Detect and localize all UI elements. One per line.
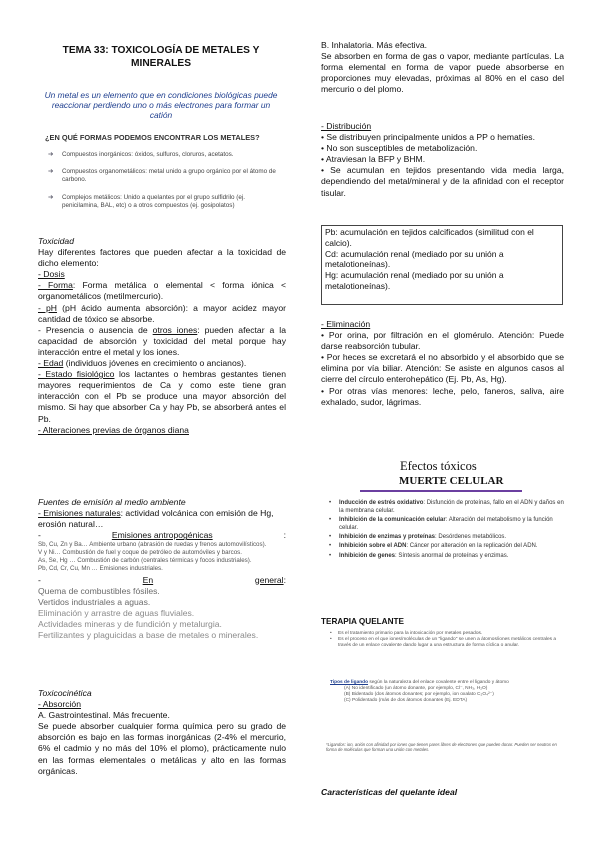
arrow-icon: ➔ <box>48 151 54 158</box>
toxicity-section <box>38 236 286 436</box>
factor-ions: - Presencia o ausencia de otros iones: pueden afectar a la capacidad de absorción y toxicidad del metal porque hay interacción entre el metal y los iones. <box>38 324 286 357</box>
form-item: ➔ Compuestos organometálicos: metal unido a grupo orgánico por el átomo de carbono. <box>48 168 276 183</box>
distribution-section: - Distribución • Se distribuyen principalmente unidos a PP o hematíes. • No son susceptibles de metabolización. • Atraviesan la BFP y BHM. • Se acumulan en tejidos presentando vida media larga, dependiendo del metal/mineral y de la afinidad con el receptor tisular. <box>321 121 564 198</box>
factor-physiology: - Estado fisiológico los lactantes o hembras gestantes tienen mayores requerimientos de Ca y como este tiene gran interacción con el Pb se produce una mayor absorción del mismo. Si hay que absorber Ca y hay Pb, se absorberá antes el Pb. <box>38 369 286 424</box>
figure-title: Efectos tóxicos <box>400 459 477 473</box>
anthropogenic-heading: - Emisiones antropogénicas : <box>38 530 286 541</box>
accumulation-box: Pb: acumulación en tejidos calcificados (similitud con el calcio). Cd: acumulación renal (mediado por su unión a metalotioneínas). Hg: acumulación renal (mediado por su unión a metalotioneínas). <box>321 225 563 305</box>
page-title: TEMA 33: TOXICOLOGÍA DE METALES Y MINERALES <box>62 45 260 69</box>
therapy-heading: TERAPIA QUELANTE <box>321 617 404 626</box>
sources-heading: Fuentes de emisión al medio ambiente <box>38 497 186 507</box>
factor-age: - Edad (individuos jóvenes en crecimiento o ancianos). <box>38 358 247 369</box>
sources-section: Fuentes de emisión al medio ambiente - Emisiones naturales: actividad volcánica con emisión de Hg, erosión natural… - Emisiones antropogénicas : Sb, Cu, Zn y Ba… Ambiente urbano (abrasión de ruedas y frenos automovilísticos). V y Ni… Combustión de fuel y coque de petróleo de automóviles y barcos. As, Se, Hg … Combustión de carbón (centrales térmicas y focos industriales). Pb, Cd, Cr, Cu, Mn … Emisiones industriales. - En general: Quema de combustibles fósiles. Vertidos industriales a aguas. Eliminación y arrastre de aguas fluviales. Actividades mineras y de fundición y metalurgia. Fertilizantes y plaguicidas a base de metales o minerales. <box>38 497 286 641</box>
figure-divider <box>360 490 522 492</box>
ideal-chelator-heading: Características del quelante ideal <box>321 787 458 797</box>
distribution-heading: - Distribución <box>321 121 372 131</box>
toxicity-heading: Toxicidad <box>38 236 74 246</box>
form-item: ➔ Compuestos inorgánicos: óxidos, sulfuros, cloruros, acetatos. <box>48 151 234 158</box>
forms-question: ¿EN QUÉ FORMAS PODEMOS ENCONTRAR LOS METALES? <box>45 133 260 142</box>
list-item: • Inhibición de la comunicación celular: Alteración del metabolismo y la función celular. <box>327 517 565 533</box>
ligand-types: Tipos de ligando según la naturaleza del enlace covalente entre el ligando y átomo (A) No identificado (un átomo donante, por ejemplo, Cl⁻, NH₃, H₂O) (B) Bidentado (dos átomos donantes; por ejemplo, ion oxalato C₂O₄²⁻) (C) Polidentado (más de dos átomos donantes (Ej. EDTA) <box>330 680 509 703</box>
arrow-icon: ➔ <box>48 168 54 175</box>
list-item: • Inhibición sobre el ADN: Cáncer por alteración en la replicación del ADN. <box>327 543 565 551</box>
inhalation-block: B. Inhalatoria. Más efectiva. Se absorben en forma de gas o vapor, mediante partículas. La forma elemental en forma de vapor puede absorberse en proporciones muy elevadas, próximas al 80% en el caso del mercurio o del plomo. <box>321 40 564 95</box>
elimination-section: - Eliminación • Por orina, por filtración en el glomérulo. Atención: Puede darse reabsorción tubular. • Por heces se excretará el no absorbido y el absorbido que se elimina por vía biliar. Atención: Se asiste en algunos casos al cierre del círculo enterohepático (Ej. Pb, As, Hg). • Por otras vías menores: leche, pelo, faneros, saliva, aire exhalado, sudor, lágrimas. <box>321 319 564 407</box>
ligand-note: *Ligandos: ion, anión con afinidad por iones que tienen pares libres de electrones que pueden donar. Pueden ser neutros en forma de moléculas que forman una unión con metales. <box>326 742 557 752</box>
general-heading: - En general: <box>38 574 286 585</box>
factor-ph: - pH (pH ácido aumenta absorción): a mayor acidez mayor cantidad de tóxico se absorbe. <box>38 302 286 324</box>
toxicokinetics-section: Toxicocinética - Absorción A. Gastrointestinal. Más frecuente. Se puede absorber cualquier forma química pero su grado de absorción es bajo en las formas inorgánicas (2-4% el mercurio, 6% el cadmio y no más del 10% el plomo), prácticamente nulo en las formas elementales o metálicas y alto en las formas orgánicas. <box>38 688 286 776</box>
figure-subtitle: MUERTE CELULAR <box>399 475 504 487</box>
anthropogenic-list: Sb, Cu, Zn y Ba… Ambiente urbano (abrasión de ruedas y frenos automovilísticos). V y Ni… Combustión de fuel y coque de petróleo de automóviles y barcos. As, Se, Hg … Combustión de carbón (centrales térmicas y focos industriales). Pb, Cd, Cr, Cu, Mn … Emisiones industriales. <box>38 541 267 572</box>
factor-diet: - Alteraciones previas de órganos diana <box>38 424 189 435</box>
metal-definition: Un metal es un elemento que en condiciones biológicas puede reaccionar perdiendo uno o más electrones para formar un catión <box>44 90 278 120</box>
list-item: • Inducción de estrés oxidativo: Disfunción de proteínas, fallo en el ADN y daños en la membrana celular. <box>327 500 565 516</box>
arrow-icon: ➔ <box>48 194 54 201</box>
general-list: Quema de combustibles fósiles. Vertidos industriales a aguas. Eliminación y arrastre de aguas fluviales. Actividades mineras y de fundición y metalurgia. Fertilizantes y plaguicidas a base de metales o minerales. <box>38 585 259 641</box>
form-item: ➔ Complejos metálicos: Unido a quelantes por el grupo sulfidrilo (ej. penicilamina, BAL, etc) o a otros compuestos (ej. gosipolatos) <box>48 194 246 209</box>
toxicity-intro: Hay diferentes factores que pueden afectar a la toxicidad de dicho elemento: <box>38 247 286 269</box>
factor-dose: - Dosis <box>38 269 65 280</box>
therapy-lines: • Es el tratamiento primario para la intoxicación por metales pesados. • Es el proceso en el que iones/moléculas de un "ligando" se unen a átomos/iones metálicos centrales a través de un enlace covalente dando lugar a una estructura de forma cíclica o anular. <box>330 631 557 648</box>
factor-form: - Forma: Forma metálica o elemental < forma iónica < organometálicos (metilmercurio). <box>38 280 286 302</box>
toxic-effects-list <box>327 500 565 562</box>
toxicokinetics-heading: Toxicocinética <box>38 688 92 698</box>
list-item: • Inhibición de enzimas y proteínas: Desórdenes metabólicos. <box>327 534 565 542</box>
elimination-heading: - Eliminación <box>321 319 371 329</box>
list-item: • Inhibición de genes: Síntesis anormal de proteínas y enzimas. <box>327 553 565 561</box>
